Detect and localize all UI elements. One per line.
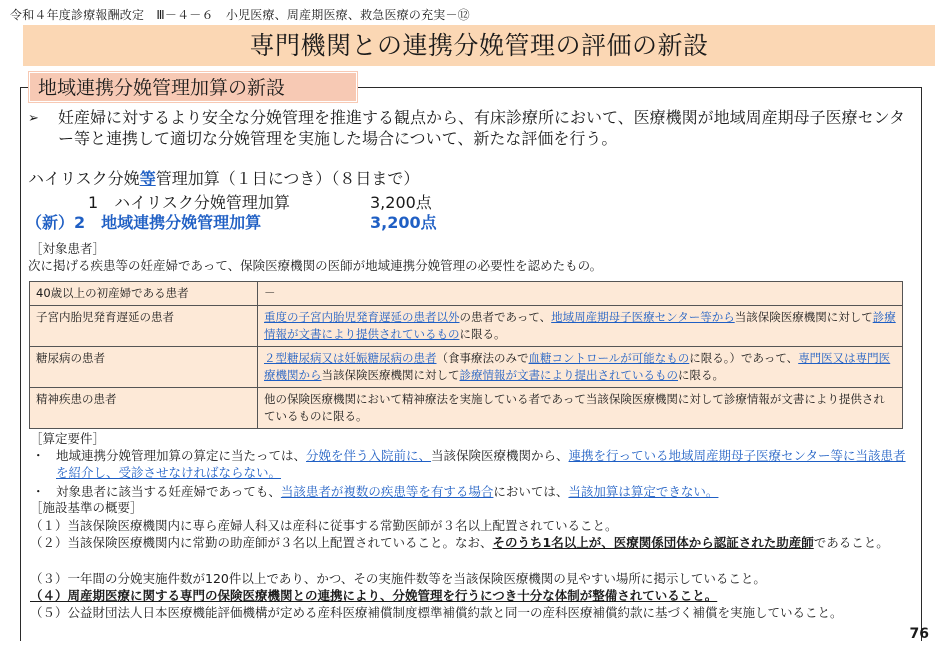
bullet-dot-icon: ・: [32, 484, 45, 499]
table-row: [30, 347, 903, 388]
facility-item-1: （１）当該保険医療機関内に専ら産婦人科又は産科に従事する常勤医師が３名以上配置されていること。: [30, 518, 618, 533]
table-cell-detail: －: [258, 282, 903, 306]
table-row: [30, 388, 903, 429]
fee-row-2-label: （新）2 地域連携分娩管理加算: [26, 213, 262, 232]
bullet-arrow-icon: ➢: [28, 111, 39, 126]
intro-paragraph: [28, 107, 908, 149]
requirement-bullet-1: ・ 地域連携分娩管理加算の算定に当たっては、分娩を伴う入院前に、当該保険医療機関から、連携を行っている地域周産期母子医療センター等に当該患者を紹介し、受診させなければならない。: [32, 448, 906, 480]
breadcrumb: 令和４年度診療報酬改定 Ⅲ－４－６ 小児医療、周産期医療、救急医療の充実－⑫: [10, 8, 470, 22]
facility-heading: ［施設基準の概要］: [30, 500, 143, 515]
table-cell-detail: ２型糖尿病又は妊娠糖尿病の患者（食事療法のみで血糖コントロールが可能なものに限る。）であって、専門医又は専門医療機関から当該保険医療機関に対して診療情報が文書により提出されているものに限る。: [258, 347, 903, 388]
requirement-bullet-2: ・ 対象患者に該当する妊産婦であっても、当該患者が複数の疾患等を有する場合においては、当該加算は算定できない。: [32, 484, 719, 499]
fee-heading: ハイリスク分娩等管理加算（１日につき）（８日まで）: [28, 169, 420, 188]
table-cell-condition: 子宮内胎児発育遅延の患者: [30, 306, 258, 347]
table-row: [30, 306, 903, 347]
fee-row-1-value: 3,200点: [370, 193, 432, 212]
page-number: 76: [909, 626, 929, 642]
patients-table: [29, 281, 903, 429]
requirements-heading: ［算定要件］: [30, 431, 106, 446]
table-cell-condition: 40歳以上の初産婦である患者: [30, 282, 258, 306]
facility-item-4: （４）周産期医療に関する専門の保険医療機関との連携により、分娩管理を行うにつき十分な体制が整備されていること。: [30, 588, 718, 603]
fee-row-2-value: 3,200点: [370, 213, 437, 232]
fee-row-1-label: 1 ハイリスク分娩管理加算: [88, 193, 290, 212]
facility-item-2: （２）当該保険医療機関内に常勤の助産師が３名以上配置されていること。なお、そのうち1名以上が、医療関係団体から認証された助産師であること。: [30, 535, 889, 550]
table-cell-condition: 精神疾患の患者: [30, 388, 258, 429]
table-cell-detail: 他の保険医療機関において精神療法を実施している者であって当該保険医療機関に対して診療情報が文書により提供されているものに限る。: [258, 388, 903, 429]
fee-heading-emphasis: 等: [139, 169, 156, 188]
table-cell-detail: 重度の子宮内胎児発育遅延の患者以外の患者であって、地域周産期母子医療センター等から当該保険医療機関に対して診療情報が文書により提供されているものに限る。: [258, 306, 903, 347]
patients-heading: ［対象患者］: [30, 241, 106, 256]
facility-item-5: （５）公益財団法人日本医療機能評価機構が定める産科医療補償制度標準補償約款と同一の産科医療補償約款に基づく補償を実施していること。: [30, 605, 843, 620]
intro-text: 妊産婦に対するより安全な分娩管理を推進する観点から、有床診療所において、医療機関が地域周産期母子医療センター等と連携して適切な分娩管理を実施した場合について、新たな評価を行う。: [58, 108, 906, 148]
table-row: [30, 282, 903, 306]
page-title: 専門機関との連携分娩管理の評価の新設: [23, 25, 935, 66]
section-label: 地域連携分娩管理加算の新設: [29, 72, 357, 102]
patients-description: 次に掲げる疾患等の妊産婦であって、保険医療機関の医師が地域連携分娩管理の必要性を認めたもの。: [28, 258, 603, 273]
bullet-dot-icon: ・: [32, 448, 45, 463]
table-cell-condition: 糖尿病の患者: [30, 347, 258, 388]
facility-item-3: （３）一年間の分娩実施件数が120件以上であり、かつ、その実施件数等を当該保険医療機関の見やすい場所に掲示していること。: [30, 571, 766, 586]
